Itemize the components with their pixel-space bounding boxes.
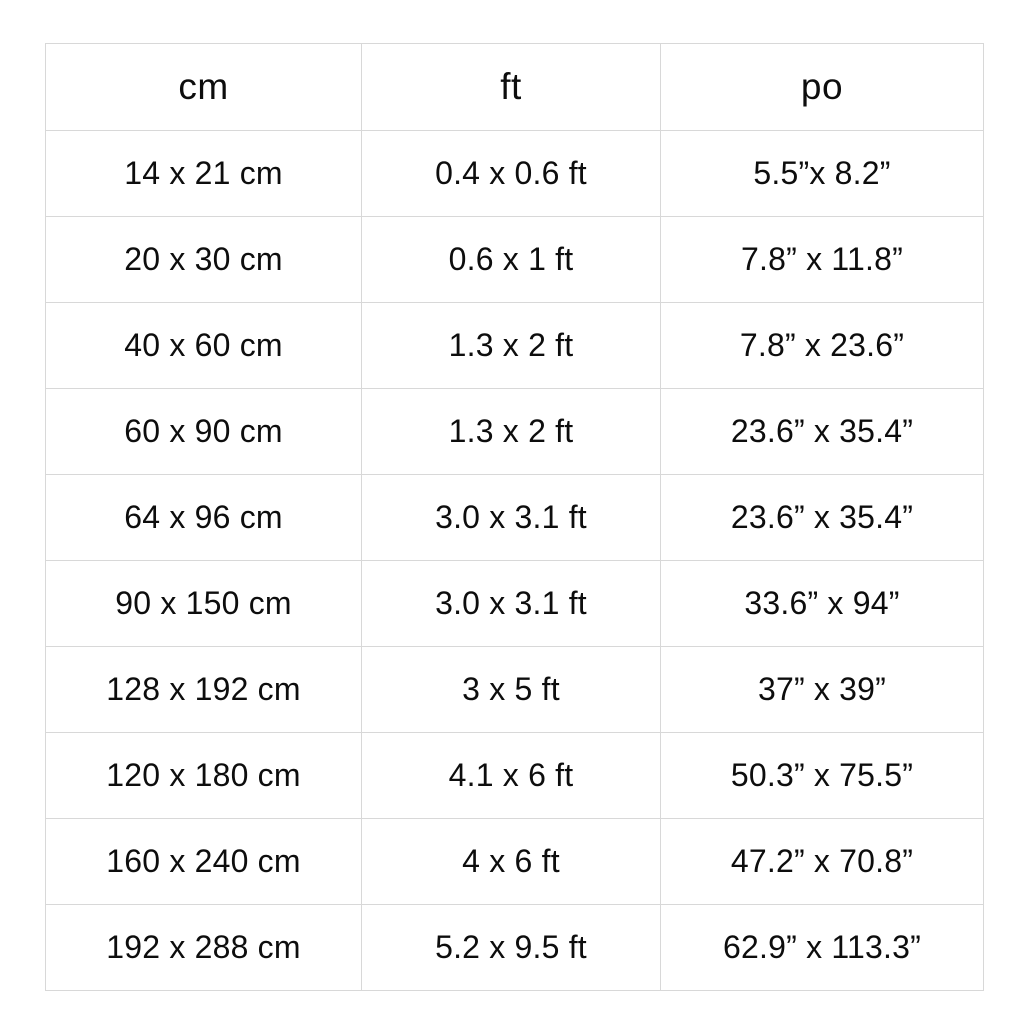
table-row [46,475,984,561]
table-row [46,217,984,303]
cell-po: 50.3” x 75.5” [661,733,984,819]
column-header-ft: ft [362,44,661,131]
cell-po: 5.5”x 8.2” [661,131,984,217]
cell-ft: 1.3 x 2 ft [362,303,661,389]
cell-cm: 120 x 180 cm [46,733,362,819]
cell-cm: 128 x 192 cm [46,647,362,733]
cell-po: 47.2” x 70.8” [661,819,984,905]
column-header-po: po [661,44,984,131]
size-conversion-table [45,43,984,991]
cell-cm: 40 x 60 cm [46,303,362,389]
table-row [46,303,984,389]
table-row [46,389,984,475]
cell-cm: 20 x 30 cm [46,217,362,303]
cell-ft: 3 x 5 ft [362,647,661,733]
table-row [46,905,984,991]
cell-po: 23.6” x 35.4” [661,389,984,475]
cell-ft: 3.0 x 3.1 ft [362,475,661,561]
cell-po: 7.8” x 23.6” [661,303,984,389]
size-conversion-table-wrapper [45,43,983,991]
table-row [46,819,984,905]
table-row [46,561,984,647]
cell-po: 23.6” x 35.4” [661,475,984,561]
table-row [46,131,984,217]
cell-ft: 1.3 x 2 ft [362,389,661,475]
cell-ft: 4.1 x 6 ft [362,733,661,819]
cell-cm: 90 x 150 cm [46,561,362,647]
cell-ft: 0.6 x 1 ft [362,217,661,303]
table-body [46,131,984,991]
cell-po: 33.6” x 94” [661,561,984,647]
cell-ft: 0.4 x 0.6 ft [362,131,661,217]
cell-po: 37” x 39” [661,647,984,733]
cell-ft: 5.2 x 9.5 ft [362,905,661,991]
table-header [46,44,984,131]
table-row [46,647,984,733]
cell-po: 62.9” x 113.3” [661,905,984,991]
cell-po: 7.8” x 11.8” [661,217,984,303]
table-header-row [46,44,984,131]
cell-cm: 60 x 90 cm [46,389,362,475]
cell-cm: 14 x 21 cm [46,131,362,217]
table-row [46,733,984,819]
cell-ft: 3.0 x 3.1 ft [362,561,661,647]
cell-cm: 192 x 288 cm [46,905,362,991]
cell-cm: 64 x 96 cm [46,475,362,561]
cell-ft: 4 x 6 ft [362,819,661,905]
column-header-cm: cm [46,44,362,131]
cell-cm: 160 x 240 cm [46,819,362,905]
